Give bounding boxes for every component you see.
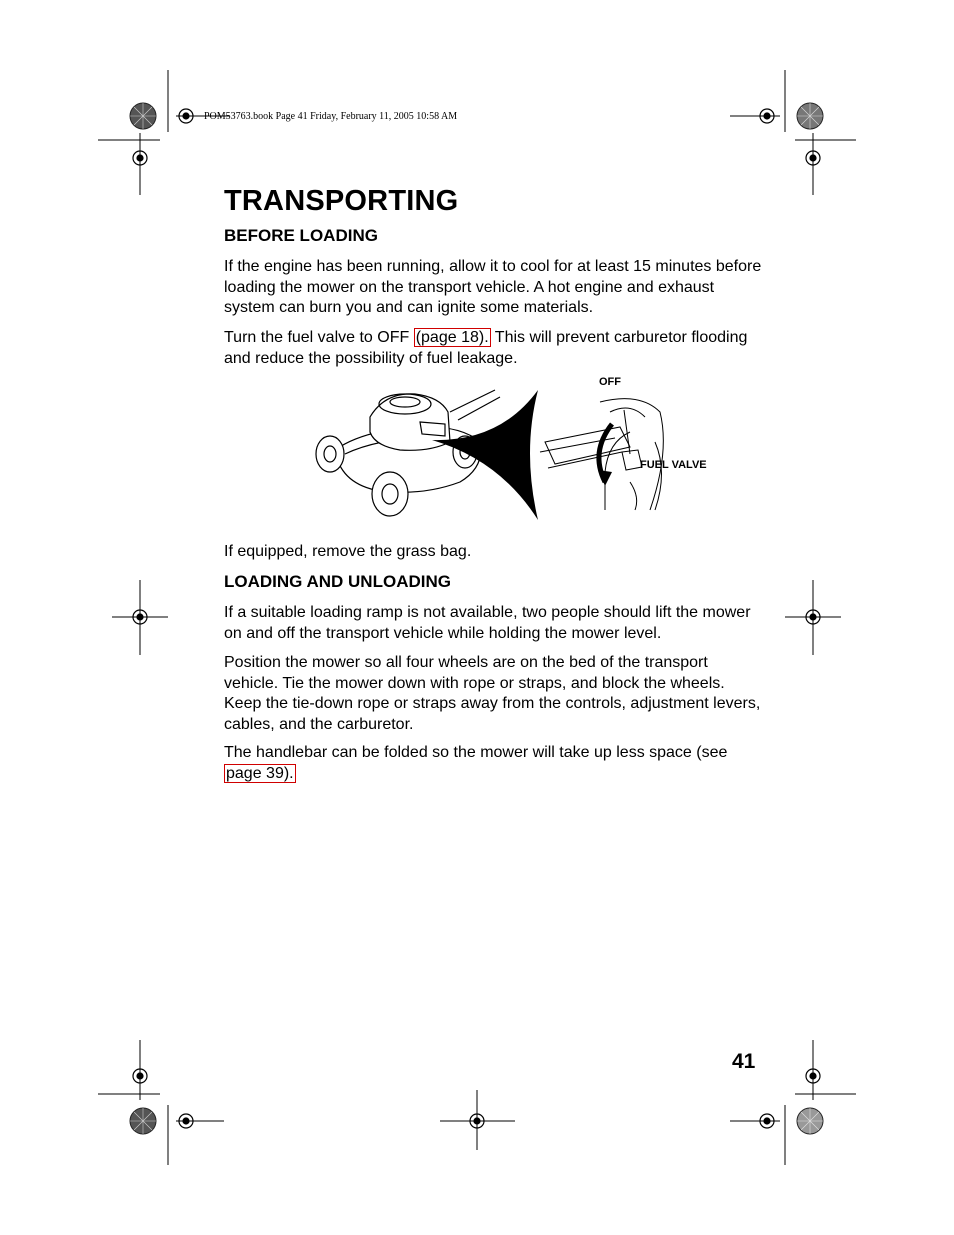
- fuel-valve-paragraph: [224, 328, 764, 369]
- before-loading-paragraph: If the engine has been running, allow it to cool for at least 15 minutes before loading the mower on the transport vehicle. A hot engine and exhaust system can burn you and can ignite some materials.: [224, 258, 762, 316]
- fuel-valve-text-start: Turn the fuel valve to OFF: [224, 329, 414, 346]
- mower-fuel-valve-drawing: [300, 372, 720, 522]
- page-title: TRANSPORTING: [224, 185, 459, 217]
- tie-down-paragraph: Position the mower so all four wheels are on the bed of the transport vehicle. Tie the mower down with rope or straps, and block the wheels. Keep the tie-down rope or straps away from the controls, adjustment levers, cables, and the carburetor.: [224, 654, 761, 733]
- handlebar-paragraph: [224, 743, 764, 784]
- page-39-link[interactable]: page 39).: [226, 764, 294, 782]
- page-18-link[interactable]: (page 18).: [415, 329, 489, 346]
- fuel-valve-illustration: [300, 372, 720, 527]
- page-number: 41: [732, 1050, 756, 1073]
- before-loading-heading: BEFORE LOADING: [224, 226, 378, 245]
- handlebar-text: The handlebar can be folded so the mower will take up less space (see: [224, 744, 728, 761]
- off-label: OFF: [599, 376, 621, 388]
- loading-unloading-heading: LOADING AND UNLOADING: [224, 572, 451, 591]
- fuel-valve-text-end: This will prevent carburetor flooding and reduce the possibility of fuel leakage.: [224, 329, 748, 367]
- book-info-header: POM53763.book Page 41 Friday, February 11, 2005 10:58 AM: [204, 111, 458, 122]
- grass-bag-paragraph: If equipped, remove the grass bag.: [224, 543, 472, 560]
- loading-ramp-paragraph: If a suitable loading ramp is not available, two people should lift the mower on and off the transport vehicle while holding the mower level.: [224, 604, 751, 642]
- fuel-valve-label: FUEL VALVE: [640, 459, 707, 471]
